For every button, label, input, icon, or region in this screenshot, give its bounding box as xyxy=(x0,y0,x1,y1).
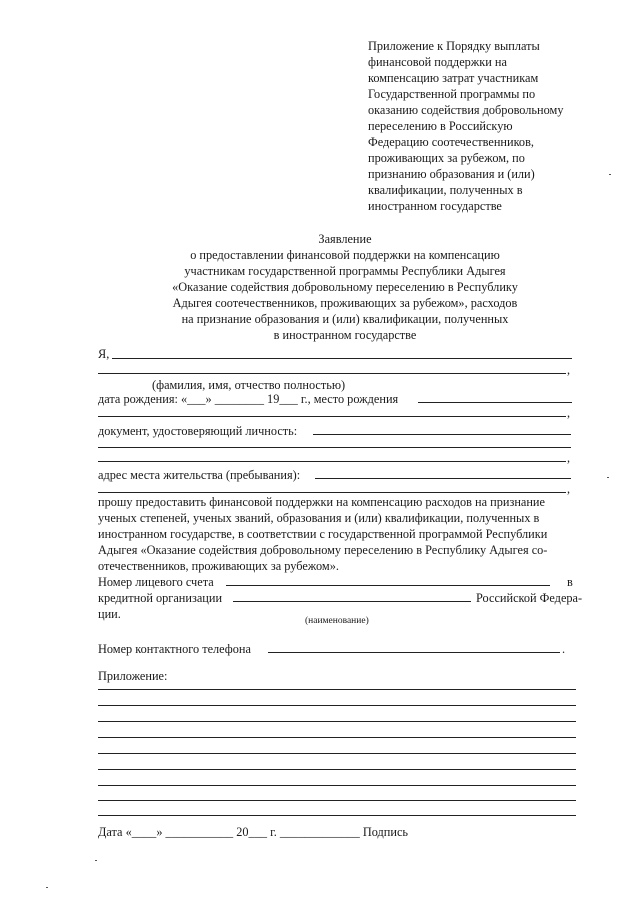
birth-place-field[interactable] xyxy=(418,402,572,403)
address-field[interactable] xyxy=(315,478,571,479)
name-caption: (наименование) xyxy=(305,616,369,626)
credit-organization-label: кредитной организации xyxy=(98,591,223,605)
title-line: Заявление xyxy=(318,232,372,246)
name-field-continuation[interactable] xyxy=(98,373,566,374)
attachment-line[interactable] xyxy=(98,737,576,738)
scan-speck xyxy=(609,174,611,175)
title-line: Адыгея соотечественников, проживающих за рубежом», расходов xyxy=(172,296,518,310)
phone-field[interactable] xyxy=(268,652,560,653)
comma: , xyxy=(567,363,571,377)
paragraph-line: ученых степеней, ученых званий, образования и (или) квалификации, полученных в xyxy=(98,511,540,525)
comma: , xyxy=(567,406,571,420)
attachment-line[interactable] xyxy=(98,815,576,816)
attachment-line[interactable] xyxy=(98,753,576,754)
attachment-line[interactable] xyxy=(98,800,576,801)
title-line: участникам государственной программы Республики Адыгея xyxy=(184,264,506,278)
appendix-line: квалификации, полученных в xyxy=(368,183,523,197)
name-label: Я, xyxy=(98,347,110,361)
birth-date-label: дата рождения: «___» ________ 19___ г., место рождения xyxy=(98,392,399,406)
paragraph-line: Адыгея «Оказание содействия добровольному переселению в Республику Адыгея со- xyxy=(98,543,548,557)
credit-organization-wrap: ции. xyxy=(98,607,121,621)
identity-document-field-line2[interactable] xyxy=(98,447,571,448)
scan-speck xyxy=(95,860,97,861)
title-line: о предоставлении финансовой поддержки на компенсацию xyxy=(190,248,500,262)
fio-caption: (фамилия, имя, отчество полностью) xyxy=(152,378,346,392)
address-label: адрес места жительства (пребывания): xyxy=(98,468,301,482)
identity-document-field-line3[interactable] xyxy=(98,461,566,462)
appendix-line: признанию образования и (или) xyxy=(368,167,535,181)
attachment-line[interactable] xyxy=(98,785,576,786)
comma: , xyxy=(567,482,571,496)
credit-organization-field[interactable] xyxy=(233,601,471,602)
appendix-line: Федерацию соотечественников, xyxy=(368,135,534,149)
phone-label: Номер контактного телефона xyxy=(98,642,251,656)
title-line: «Оказание содействия добровольному переселению в Республику xyxy=(172,280,518,294)
identity-document-label: документ, удостоверяющий личность: xyxy=(98,424,298,438)
paragraph-line: отечественников, проживающих за рубежом». xyxy=(98,559,339,573)
attachment-line[interactable] xyxy=(98,689,576,690)
scan-speck xyxy=(607,477,609,478)
attachment-line[interactable] xyxy=(98,705,576,706)
comma: , xyxy=(567,451,571,465)
birth-place-field-continuation[interactable] xyxy=(98,416,566,417)
attachment-line[interactable] xyxy=(98,721,576,722)
appendix-line: иностранном государстве xyxy=(368,199,502,213)
title-line: на признание образования и (или) квалификации, полученных xyxy=(181,312,509,326)
appendix-line: переселению в Российскую xyxy=(368,119,513,133)
account-number-label: Номер лицевого счета xyxy=(98,575,214,589)
appendix-line: Приложение к Порядку выплаты xyxy=(368,39,540,53)
address-field-continuation[interactable] xyxy=(98,492,566,493)
name-field[interactable] xyxy=(112,358,572,359)
paragraph-line: прошу предоставить финансовой поддержки на компенсацию расходов на признание xyxy=(98,495,545,509)
appendix-line: оказанию содействия добровольному xyxy=(368,103,564,117)
identity-document-field[interactable] xyxy=(313,434,571,435)
appendix-line: компенсацию затрат участникам xyxy=(368,71,539,85)
date-signature-line: Дата «____» ___________ 20___ г. _____________ Подпись xyxy=(98,825,409,839)
attachment-line[interactable] xyxy=(98,769,576,770)
credit-organization-suffix: Российской Федера- xyxy=(476,591,583,605)
scan-speck xyxy=(46,887,48,888)
account-number-field[interactable] xyxy=(226,585,550,586)
paragraph-line: иностранном государстве, в соответствии с государственной программой Республики xyxy=(98,527,548,541)
appendix-line: проживающих за рубежом, по xyxy=(368,151,525,165)
attachment-label: Приложение: xyxy=(98,669,168,683)
period: . xyxy=(562,642,566,656)
title-line: в иностранном государстве xyxy=(273,328,417,342)
account-suffix: в xyxy=(567,575,573,589)
appendix-line: финансовой поддержки на xyxy=(368,55,507,69)
appendix-line: Государственной программы по xyxy=(368,87,536,101)
